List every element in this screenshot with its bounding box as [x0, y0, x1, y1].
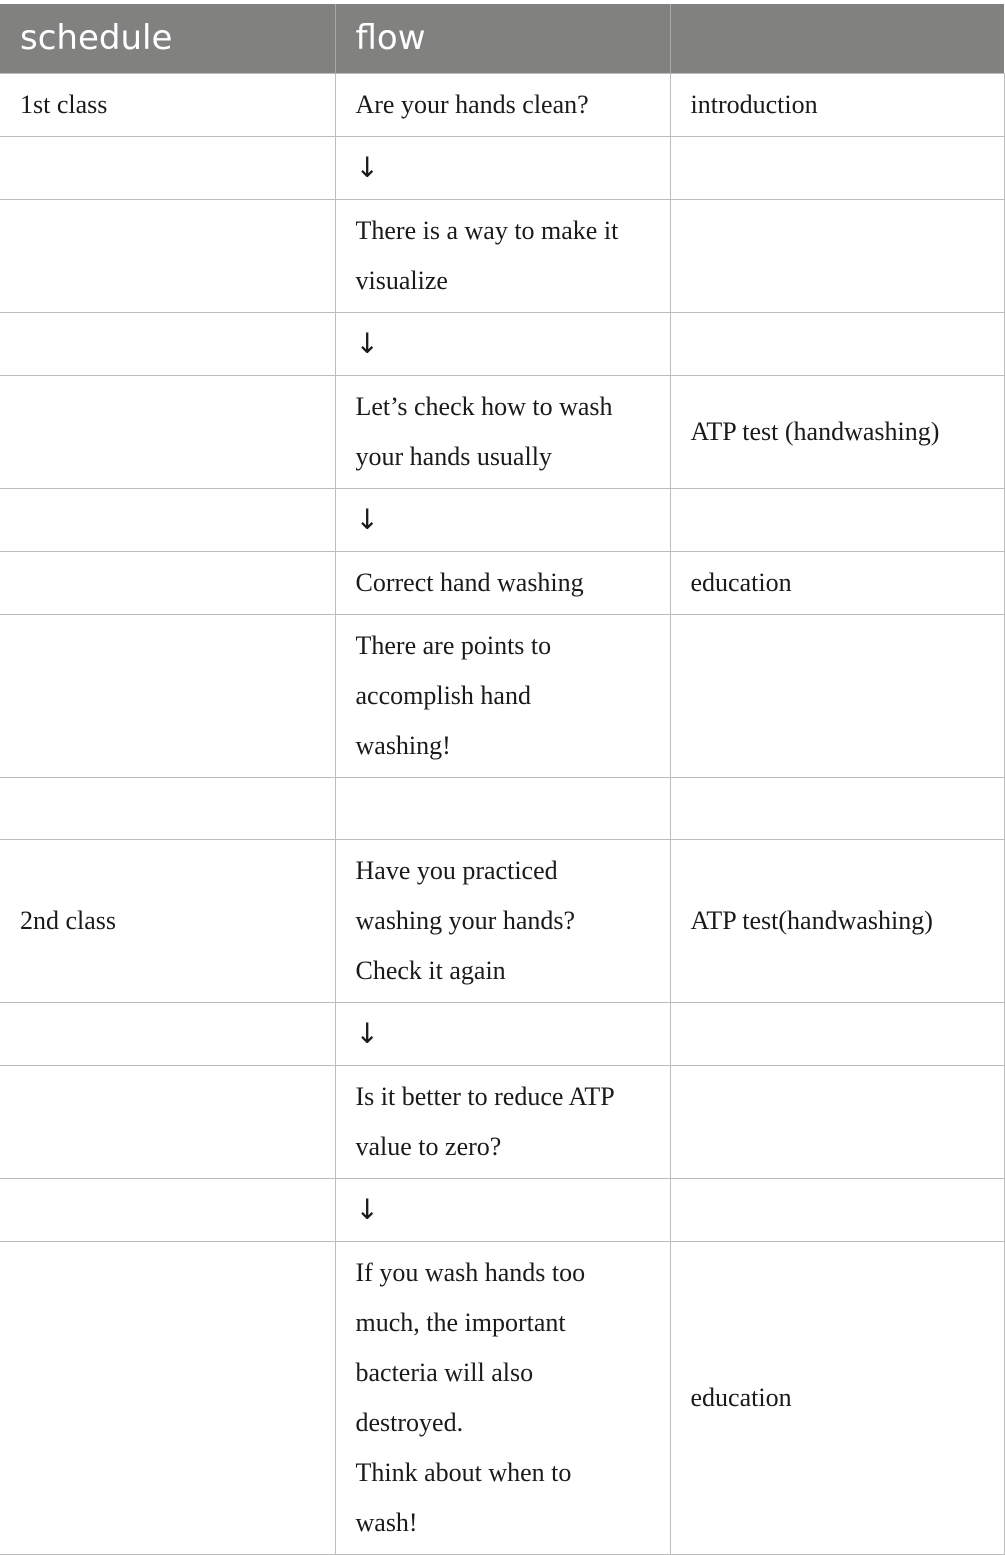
note-cell	[670, 777, 1004, 839]
schedule-cell: 2nd class	[0, 839, 335, 1002]
schedule-cell	[0, 777, 335, 839]
schedule-flow-table	[0, 4, 1005, 1555]
header-notes	[670, 4, 1004, 73]
flow-cell	[335, 136, 670, 199]
flow-cell	[335, 312, 670, 375]
down-arrow-icon: ↓	[355, 1016, 379, 1050]
table-row	[0, 312, 1004, 375]
note-cell	[670, 312, 1004, 375]
schedule-cell	[0, 1065, 335, 1178]
schedule-cell	[0, 551, 335, 614]
flow-cell	[335, 1178, 670, 1241]
table-row	[0, 1065, 1004, 1178]
table-row	[0, 375, 1004, 488]
schedule-cell	[0, 1241, 335, 1554]
table-row	[0, 839, 1004, 1002]
flow-line: destroyed.	[355, 1407, 464, 1437]
schedule-cell	[0, 199, 335, 312]
note-cell	[670, 614, 1004, 777]
flow-line: bacteria will also	[355, 1357, 534, 1387]
table-row	[0, 1178, 1004, 1241]
flow-cell	[335, 1065, 670, 1178]
header-flow: flow	[335, 4, 670, 73]
flow-line: Think about when to	[355, 1457, 572, 1487]
flow-line: your hands usually	[355, 441, 552, 471]
note-cell: ATP test (handwashing)	[670, 375, 1004, 488]
header-row	[0, 4, 1004, 73]
flow-cell	[335, 375, 670, 488]
flow-line: much, the important	[355, 1307, 566, 1337]
note-cell: introduction	[670, 73, 1004, 136]
table-row	[0, 1002, 1004, 1065]
note-cell: education	[670, 551, 1004, 614]
header-schedule: schedule	[0, 4, 335, 73]
down-arrow-icon: ↓	[355, 150, 379, 184]
table-row	[0, 777, 1004, 839]
note-cell	[670, 1065, 1004, 1178]
down-arrow-icon: ↓	[355, 502, 379, 536]
flow-line: washing your hands?	[355, 905, 576, 935]
schedule-cell	[0, 1178, 335, 1241]
flow-line: Correct hand washing	[355, 567, 584, 597]
flow-cell	[335, 199, 670, 312]
table-header	[0, 4, 1004, 73]
flow-cell	[335, 1241, 670, 1554]
flow-line: wash!	[355, 1507, 418, 1537]
flow-line: If you wash hands too	[355, 1257, 586, 1287]
table-row	[0, 136, 1004, 199]
flow-cell	[335, 73, 670, 136]
flow-line: There are points to	[355, 630, 552, 660]
table-row	[0, 551, 1004, 614]
schedule-cell	[0, 375, 335, 488]
down-arrow-icon: ↓	[355, 326, 379, 360]
note-cell	[670, 1002, 1004, 1065]
schedule-cell: 1st class	[0, 73, 335, 136]
note-cell	[670, 488, 1004, 551]
flow-cell	[335, 777, 670, 839]
flow-line: washing!	[355, 730, 451, 760]
note-cell	[670, 1178, 1004, 1241]
flow-line: There is a way to make it	[355, 215, 619, 245]
flow-line: Is it better to reduce ATP	[355, 1081, 615, 1111]
table-row	[0, 1241, 1004, 1554]
flow-cell	[335, 551, 670, 614]
flow-line: Have you practiced	[355, 855, 558, 885]
table-row	[0, 488, 1004, 551]
flow-cell	[335, 1002, 670, 1065]
flow-line: value to zero?	[355, 1131, 502, 1161]
schedule-cell	[0, 1002, 335, 1065]
schedule-cell	[0, 614, 335, 777]
down-arrow-icon: ↓	[355, 1192, 379, 1226]
flow-line: accomplish hand	[355, 680, 531, 710]
note-cell	[670, 199, 1004, 312]
schedule-cell	[0, 488, 335, 551]
flow-cell	[335, 488, 670, 551]
note-cell: ATP test(handwashing)	[670, 839, 1004, 1002]
flow-line: Check it again	[355, 955, 506, 985]
table-body	[0, 73, 1004, 1554]
note-cell	[670, 136, 1004, 199]
table-row	[0, 614, 1004, 777]
schedule-cell	[0, 312, 335, 375]
table-row	[0, 73, 1004, 136]
flow-line: Are your hands clean?	[355, 89, 589, 119]
flow-line: visualize	[355, 265, 448, 295]
table-row	[0, 199, 1004, 312]
flow-line: Let’s check how to wash	[355, 391, 613, 421]
note-cell: education	[670, 1241, 1004, 1554]
schedule-cell	[0, 136, 335, 199]
flow-cell	[335, 614, 670, 777]
flow-cell	[335, 839, 670, 1002]
